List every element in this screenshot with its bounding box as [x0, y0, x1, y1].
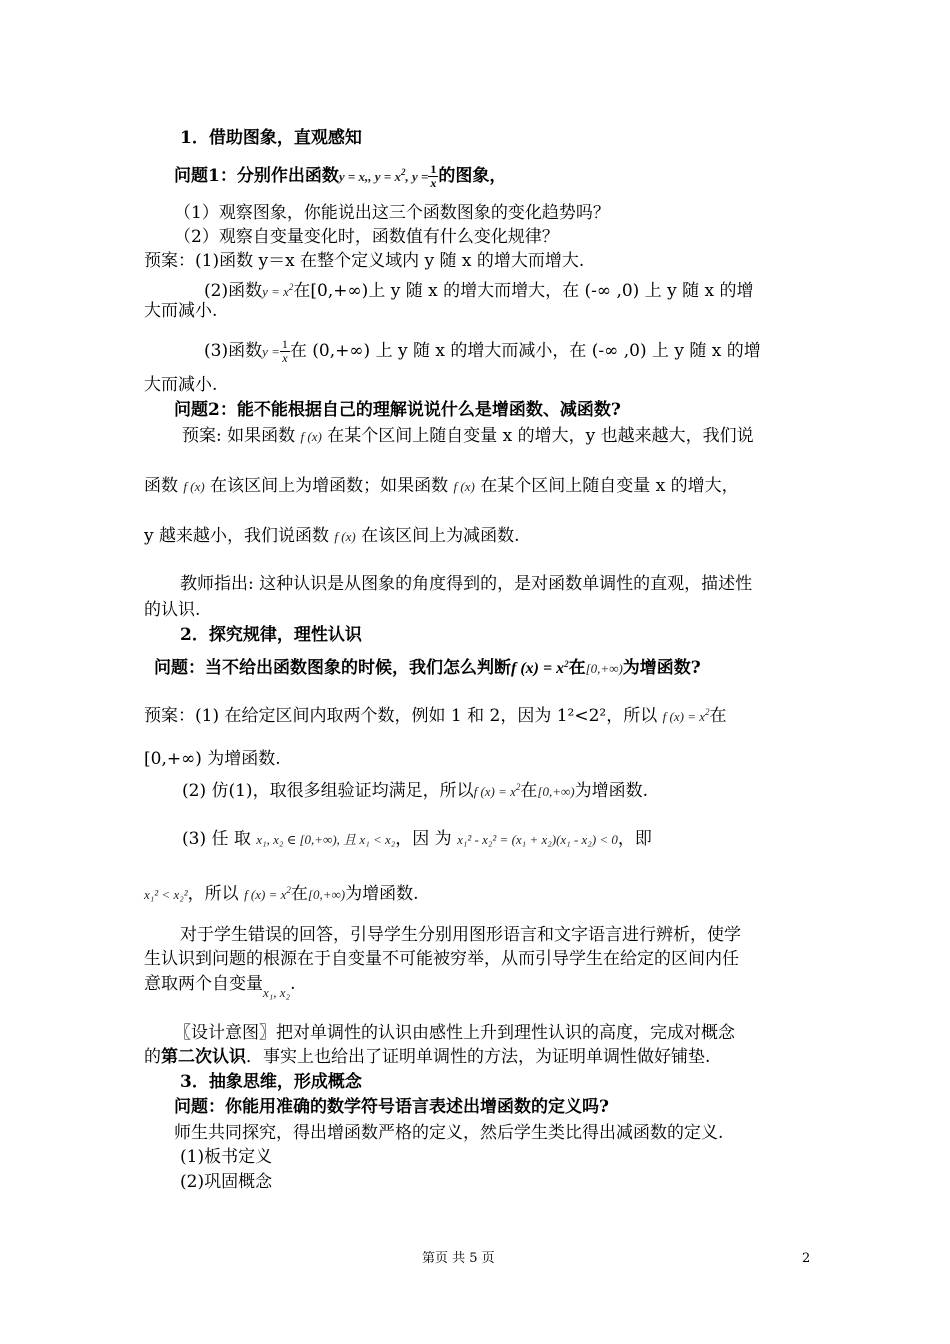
design-intent-1: 〖设计意图〗把对单调性的认识由感性上升到理性认识的高度，完成对概念 [174, 1023, 735, 1043]
section-1-heading: 1．借助图象，直观感知 [180, 128, 362, 148]
design-intent-2: 的第二次认识．事实上也给出了证明单调性的方法，为证明单调性做好铺垫. [144, 1047, 711, 1067]
footer-page-info: 第页 共 5 页 [422, 1251, 495, 1266]
answer-2: (2)函数$y = x^2$在[0,+∞)上 y 随 x 的增大而增大，在 (-∞ ,0) 上 y 随 x 的增 [204, 281, 754, 301]
reflection-2: 生认识到问题的根源在于自变量不可能被穷举，从而引导学生在给定的区间内任 [144, 949, 739, 969]
fraction-1-over-x: $\frac{1}{x}$ [281, 337, 288, 365]
answer-2-cont: 大而减小. [144, 301, 218, 321]
answer-3-cont: 大而减小. [144, 375, 218, 395]
case-1: 预案：(1) 在给定区间内取两个数，例如 1 和 2，因为 1²<2²，所以 f $(x) = x^2$在 [144, 706, 727, 726]
teacher-note-2: 的认识. [144, 600, 201, 620]
item-consolidate-concept: (2)巩固概念 [180, 1172, 273, 1192]
sub-question-1: （1）观察图象，你能说出这三个函数图象的变化趋势吗？ [174, 203, 610, 223]
item-board-definition: (1)板书定义 [180, 1147, 273, 1167]
case-3: (3) 任 取 x₁, x₂ ∈ [0,+∞), 且 x₁ < x₂，因 为 x₁² - x₂² = (x₁ + x₂)(x₁ - x₂) < 0，即 [182, 829, 652, 849]
page-number: 2 [802, 1251, 811, 1266]
question-1: 问题1：分别作出函数y = x,, $y = x^2$, y = $\frac{1}{x}$ 的图象， [174, 162, 507, 190]
section-3-heading: 3．抽象思维，形成概念 [180, 1072, 362, 1092]
section-2-heading: 2．探究规律，理性认识 [180, 625, 362, 645]
question-2: 问题2：能不能根据自己的理解说说什么是增函数、减函数? [174, 400, 621, 420]
formula-y-1-over-x: , y = [405, 169, 429, 184]
proposal-line-1: 预案: 如果函数 f (x) 在某个区间上随自变量 x 的增大，y 也越来越大，我们说 [182, 426, 754, 446]
proposal-line-2: 函数 f (x) 在该区间上为增函数；如果函数 f (x) 在某个区间上随自变量 x 的增大， [144, 476, 739, 496]
formula-y-x: y = x, [338, 169, 369, 184]
case-1-cont: [0,+∞) 为增函数. [144, 749, 281, 769]
sub-question-2: （2）观察自变量变化时，函数值有什么变化规律？ [174, 227, 559, 247]
case-2: (2) 仿(1)，取很多组验证均满足，所以f $(x) = x^2$在[0,+∞)为增函数. [182, 781, 649, 801]
case-3-cont: x₁² < x₂²，所以 f $(x) = x^2$在[0,+∞)为增函数. [144, 884, 419, 904]
formula-y-x2: , y = x [368, 169, 401, 184]
proposal-line-3: y 越来越小，我们说函数 f (x) 在该区间上为减函数. [144, 526, 520, 546]
fraction-1-over-x: $\frac{1}{x}$ [430, 162, 437, 190]
answer-3: (3)函数y = $\frac{1}{x}$ 在 (0,+∞) 上 y 随 x 的增大而减小，在 (-∞ ,0) 上 y 随 x 的增 [204, 337, 761, 365]
answer-1: 预案：(1)函数 y＝x 在整个定义域内 y 随 x 的增大而增大. [144, 251, 585, 271]
reflection-3: 意取两个自变量$_{x_1, x_2}$. [144, 974, 296, 1000]
teacher-note-1: 教师指出: 这种认识是从图象的角度得到的，是对函数单调性的直观，描述性 [180, 574, 753, 594]
question-4: 问题：你能用准确的数学符号语言表述出增函数的定义吗? [174, 1097, 609, 1117]
reflection-1: 对于学生错误的回答，引导学生分别用图形语言和文字语言进行辨析，使学 [180, 925, 741, 945]
exploration-line: 师生共同探究，得出增函数严格的定义，然后学生类比得出减函数的定义. [174, 1123, 724, 1143]
question-3: 问题：当不给出函数图象的时候，我们怎么判断f $(x) = x^2$在[0,+∞)为增函数? [154, 658, 701, 678]
